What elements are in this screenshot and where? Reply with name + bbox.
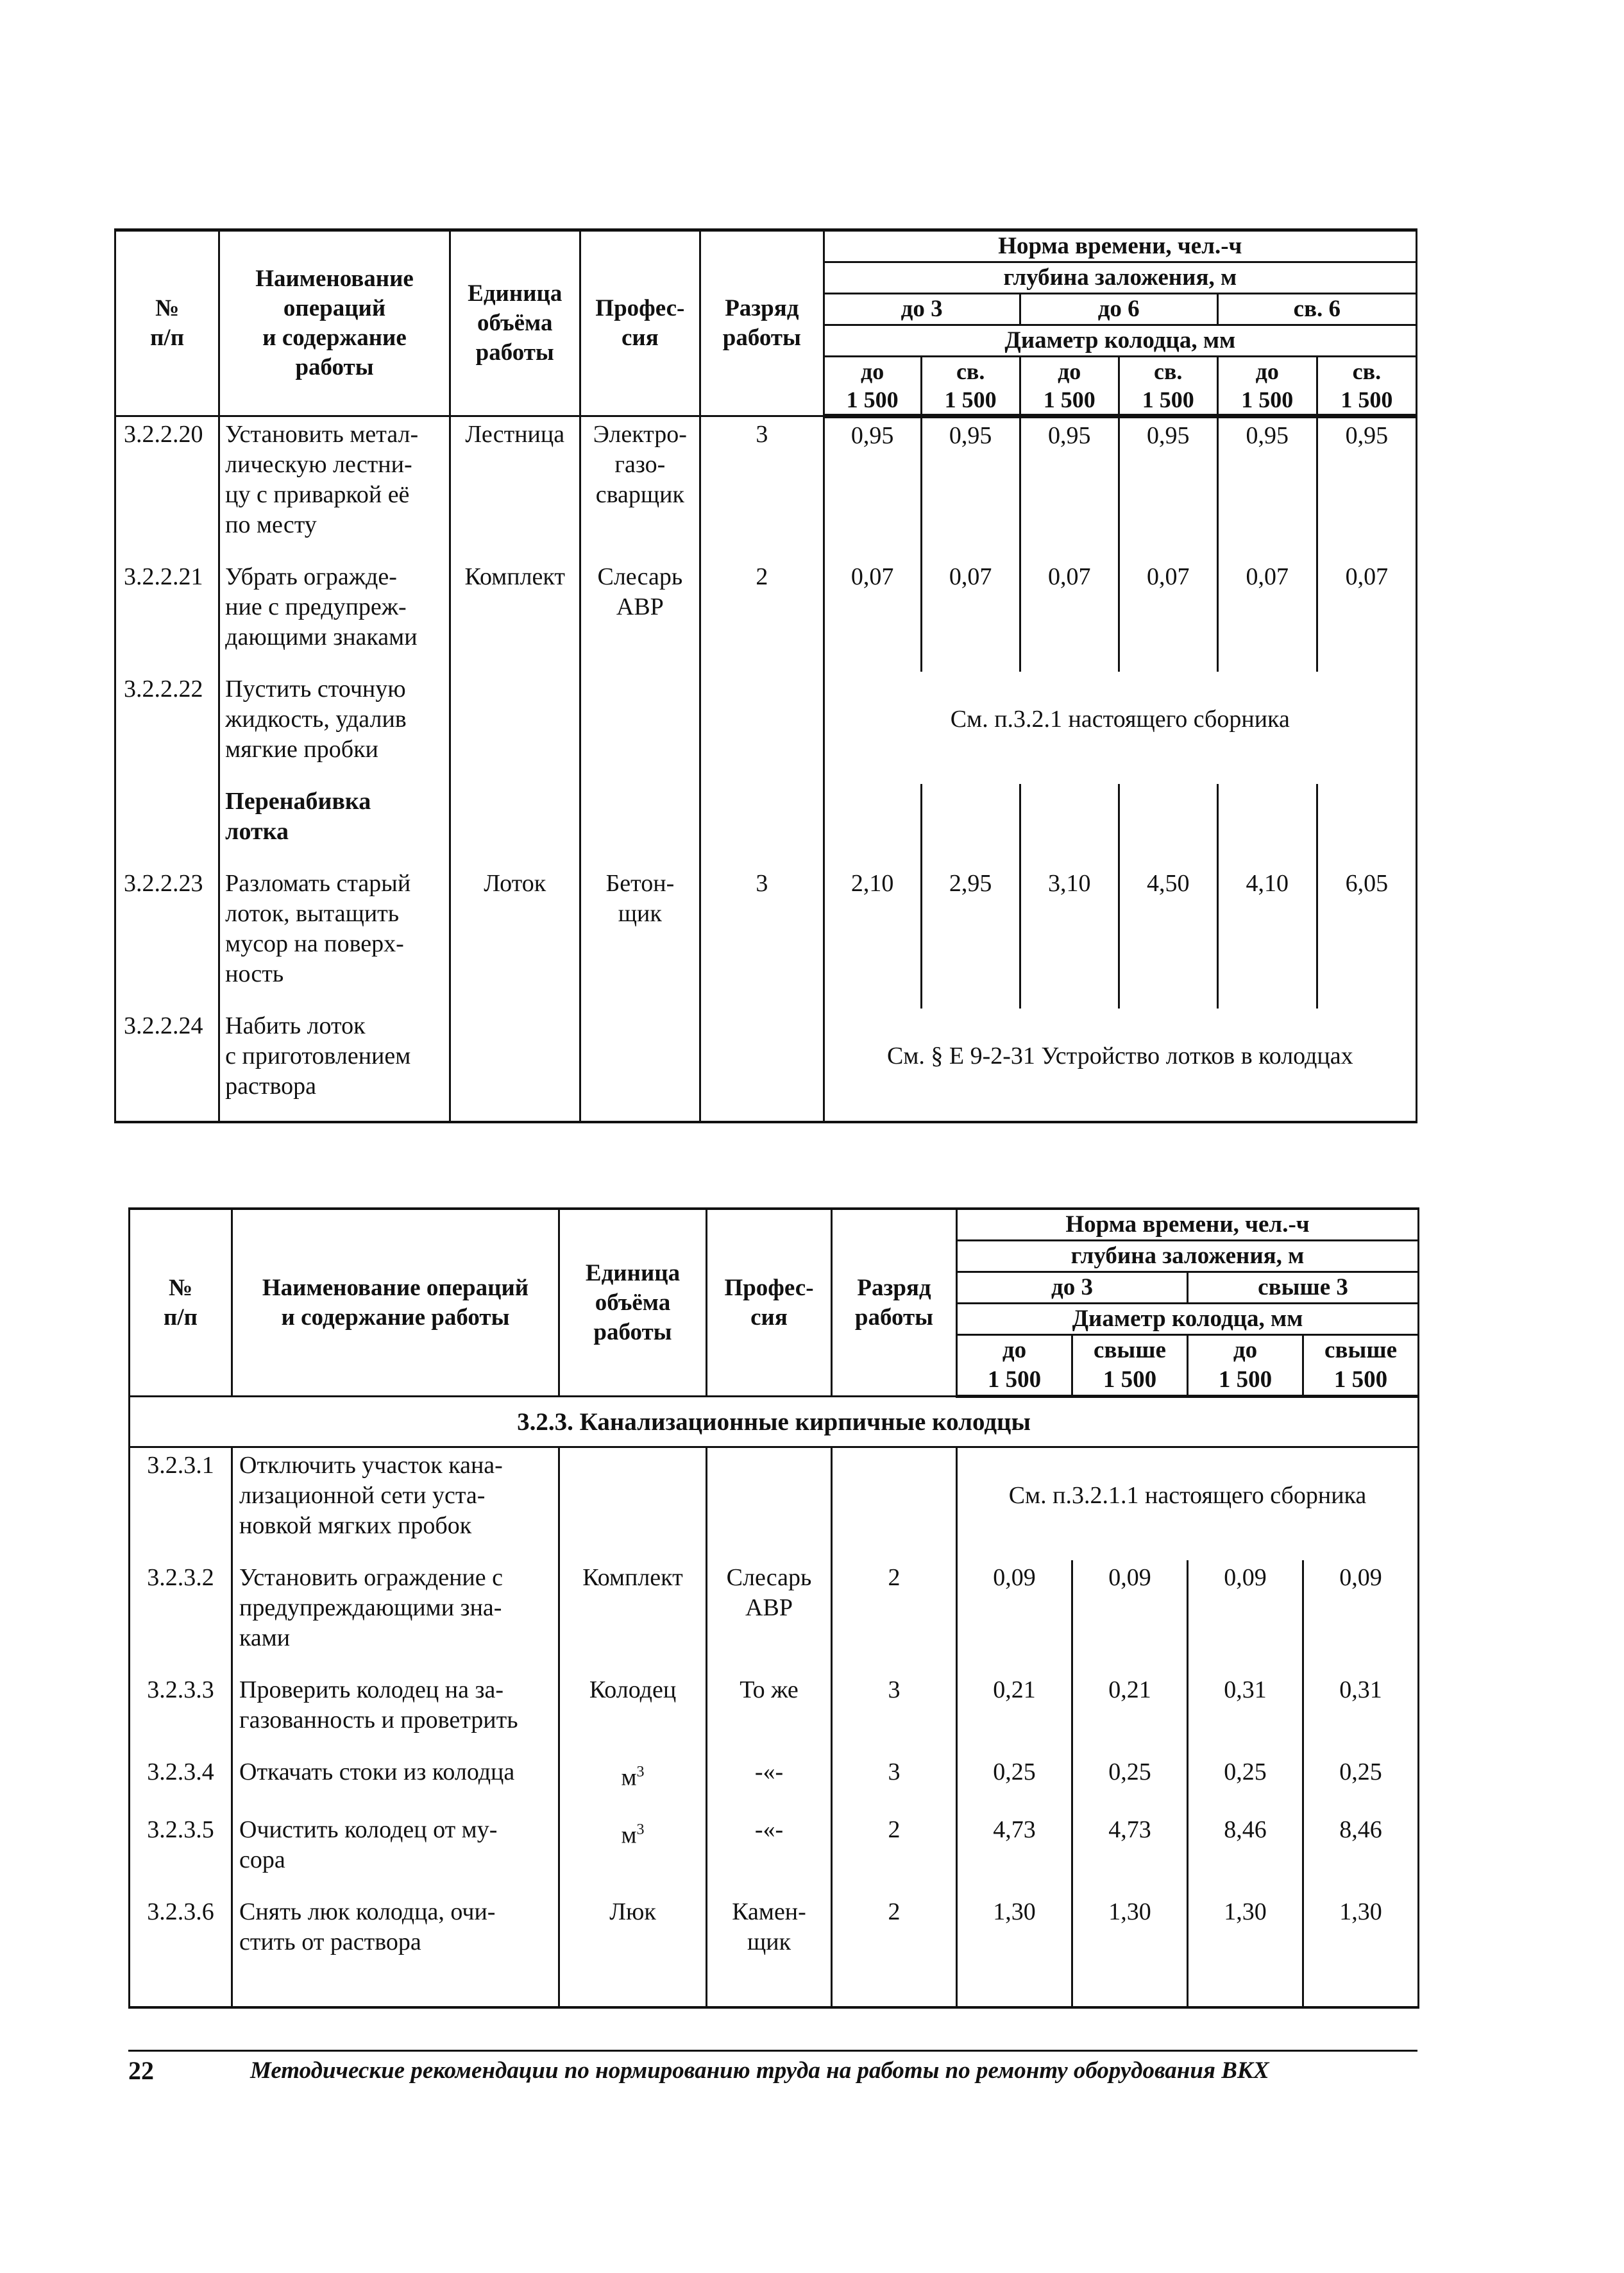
row-unit: $м^3$ bbox=[559, 1755, 707, 1812]
table-row bbox=[130, 1447, 1419, 1561]
row-value: 0,25 bbox=[1303, 1755, 1419, 1812]
col-header-depth: глубина заложения, м bbox=[957, 1241, 1419, 1272]
depth-group-3: св. 6 bbox=[1217, 294, 1416, 325]
row-reference: См. § Е 9-2-31 Устройство лотков в колодцах bbox=[824, 1009, 1416, 1122]
col-header-profession: Профес- сия bbox=[707, 1209, 832, 1397]
page-number: 22 bbox=[128, 2056, 154, 2085]
diam-col-6: св. 1 500 bbox=[1317, 357, 1416, 416]
table-row bbox=[130, 1812, 1419, 1894]
row-subheading: Перенабивка лотка bbox=[219, 784, 450, 866]
row-name: Проверить колодец на за- газованность и проветрить bbox=[232, 1673, 559, 1755]
row-grade: 3 bbox=[832, 1673, 957, 1755]
row-value: 0,95 bbox=[824, 416, 921, 560]
row-value: 0,25 bbox=[1188, 1755, 1303, 1812]
row-profession: -«- bbox=[707, 1812, 832, 1894]
depth-group-1: до 3 bbox=[824, 294, 1020, 325]
row-name: Разломать старый лоток, вытащить мусор на поверх- ность bbox=[219, 866, 450, 1009]
row-profession: Слесарь АВР bbox=[580, 559, 700, 672]
depth-group-2: свыше 3 bbox=[1188, 1272, 1419, 1304]
row-name: Откачать стоки из колодца bbox=[232, 1755, 559, 1812]
diam-col-4: св. 1 500 bbox=[1119, 357, 1217, 416]
row-value: 0,25 bbox=[957, 1755, 1072, 1812]
row-num: 3.2.3.5 bbox=[130, 1812, 232, 1894]
diam-col-5: до 1 500 bbox=[1217, 357, 1317, 416]
row-value: 0,07 bbox=[1020, 559, 1119, 672]
row-value: 0,07 bbox=[921, 559, 1020, 672]
row-value: 0,09 bbox=[1188, 1560, 1303, 1673]
row-value: 0,95 bbox=[921, 416, 1020, 560]
row-value: 0,95 bbox=[1119, 416, 1217, 560]
section-title: 3.2.3. Канализационные кирпичные колодцы bbox=[130, 1397, 1419, 1447]
row-name: Очистить колодец от му- сора bbox=[232, 1812, 559, 1894]
row-value: 8,46 bbox=[1303, 1812, 1419, 1894]
table-row bbox=[115, 1009, 1417, 1122]
row-value: 1,30 bbox=[1188, 1894, 1303, 2007]
row-num: 3.2.3.3 bbox=[130, 1673, 232, 1755]
col-header-grade: Разряд работы bbox=[700, 230, 824, 416]
table-row bbox=[115, 672, 1417, 784]
row-value: 8,46 bbox=[1188, 1812, 1303, 1894]
row-value: 4,73 bbox=[957, 1812, 1072, 1894]
row-value: 0,09 bbox=[1303, 1560, 1419, 1673]
table-row bbox=[115, 866, 1417, 1009]
col-header-profession: Профес- сия bbox=[580, 230, 700, 416]
col-header-num: № п/п bbox=[130, 1209, 232, 1397]
row-value: 0,25 bbox=[1072, 1755, 1188, 1812]
row-profession: Бетон- щик bbox=[580, 866, 700, 1009]
row-name: Отключить участок кана- лизационной сети уста- новкой мягких пробок bbox=[232, 1447, 559, 1561]
row-value: 0,95 bbox=[1020, 416, 1119, 560]
table-row bbox=[115, 416, 1417, 560]
row-profession: Камен- щик bbox=[707, 1894, 832, 2007]
row-grade: 3 bbox=[700, 416, 824, 560]
row-num: 3.2.2.24 bbox=[115, 1009, 219, 1122]
row-value: 4,10 bbox=[1217, 866, 1317, 1009]
table-row bbox=[115, 559, 1417, 672]
col-header-diameter: Диаметр колодца, мм bbox=[957, 1304, 1419, 1335]
row-value: 0,31 bbox=[1188, 1673, 1303, 1755]
row-profession: То же bbox=[707, 1673, 832, 1755]
row-unit: Люк bbox=[559, 1894, 707, 2007]
table-row bbox=[130, 1894, 1419, 2007]
row-value: 1,30 bbox=[1072, 1894, 1188, 2007]
diam-col-2: св. 1 500 bbox=[921, 357, 1020, 416]
row-value: 0,09 bbox=[1072, 1560, 1188, 1673]
row-value: 4,50 bbox=[1119, 866, 1217, 1009]
row-value: 0,31 bbox=[1303, 1673, 1419, 1755]
row-value: 0,07 bbox=[1119, 559, 1217, 672]
row-name: Убрать огражде- ние с предупреж- дающими знаками bbox=[219, 559, 450, 672]
row-value: 0,09 bbox=[957, 1560, 1072, 1673]
row-name: Установить ограждение с предупреждающими зна- ками bbox=[232, 1560, 559, 1673]
row-value: 1,30 bbox=[1303, 1894, 1419, 2007]
col-header-unit: Единица объёма работы bbox=[559, 1209, 707, 1397]
row-value: 0,95 bbox=[1317, 416, 1416, 560]
row-num: 3.2.2.23 bbox=[115, 866, 219, 1009]
row-num: 3.2.2.22 bbox=[115, 672, 219, 784]
row-value: 0,21 bbox=[957, 1673, 1072, 1755]
row-grade: 2 bbox=[832, 1812, 957, 1894]
row-unit: Лоток bbox=[450, 866, 580, 1009]
row-num: 3.2.2.21 bbox=[115, 559, 219, 672]
row-name: Пустить сточную жидкость, удалив мягкие пробки bbox=[219, 672, 450, 784]
row-grade: 3 bbox=[700, 866, 824, 1009]
row-value: 0,95 bbox=[1217, 416, 1317, 560]
diam-col-2: свыше 1 500 bbox=[1072, 1335, 1188, 1397]
row-num: 3.2.3.6 bbox=[130, 1894, 232, 2007]
row-value: 0,07 bbox=[1217, 559, 1317, 672]
col-header-num: № п/п bbox=[115, 230, 219, 416]
row-unit: Комплект bbox=[450, 559, 580, 672]
row-grade: 3 bbox=[832, 1755, 957, 1812]
depth-group-2: до 6 bbox=[1020, 294, 1217, 325]
row-name: Установить метал- лическую лестни- цу с приваркой её по месту bbox=[219, 416, 450, 560]
col-header-norm: Норма времени, чел.-ч bbox=[957, 1209, 1419, 1241]
row-name: Снять люк колодца, очи- стить от раствора bbox=[232, 1894, 559, 2007]
row-value: 4,73 bbox=[1072, 1812, 1188, 1894]
row-reference: См. п.3.2.1 настоящего сборника bbox=[824, 672, 1416, 784]
row-unit: Комплект bbox=[559, 1560, 707, 1673]
norms-table-manholes-1 bbox=[114, 228, 1417, 1123]
col-header-depth: глубина заложения, м bbox=[824, 262, 1416, 294]
col-header-name: Наименование операций и содержание работы bbox=[219, 230, 450, 416]
row-value: 0,07 bbox=[1317, 559, 1416, 672]
row-grade: 2 bbox=[700, 559, 824, 672]
row-profession: Электро- газо- сварщик bbox=[580, 416, 700, 560]
diam-col-3: до 1 500 bbox=[1020, 357, 1119, 416]
diam-col-1: до 1 500 bbox=[824, 357, 921, 416]
row-num: 3.2.3.1 bbox=[130, 1447, 232, 1561]
row-profession: -«- bbox=[707, 1755, 832, 1812]
footer-divider bbox=[128, 2050, 1417, 2052]
row-value: 6,05 bbox=[1317, 866, 1416, 1009]
row-profession: Слесарь АВР bbox=[707, 1560, 832, 1673]
col-header-norm: Норма времени, чел.-ч bbox=[824, 230, 1416, 262]
row-grade: 2 bbox=[832, 1560, 957, 1673]
table-row bbox=[115, 784, 1417, 866]
row-num: 3.2.2.20 bbox=[115, 416, 219, 560]
diam-col-1: до 1 500 bbox=[957, 1335, 1072, 1397]
table-row bbox=[130, 1673, 1419, 1755]
row-reference: См. п.3.2.1.1 настоящего сборника bbox=[957, 1447, 1419, 1561]
norms-table-brick-manholes bbox=[128, 1207, 1419, 2009]
row-value: 2,95 bbox=[921, 866, 1020, 1009]
row-value: 3,10 bbox=[1020, 866, 1119, 1009]
depth-group-1: до 3 bbox=[957, 1272, 1188, 1304]
row-grade: 2 bbox=[832, 1894, 957, 2007]
col-header-diameter: Диаметр колодца, мм bbox=[824, 325, 1416, 357]
row-unit: Лестница bbox=[450, 416, 580, 560]
col-header-unit: Единица объёма работы bbox=[450, 230, 580, 416]
diam-col-4: свыше 1 500 bbox=[1303, 1335, 1419, 1397]
row-value: 0,21 bbox=[1072, 1673, 1188, 1755]
col-header-name: Наименование операций и содержание работы bbox=[232, 1209, 559, 1397]
diam-col-3: до 1 500 bbox=[1188, 1335, 1303, 1397]
table-row bbox=[130, 1560, 1419, 1673]
row-unit: Колодец bbox=[559, 1673, 707, 1755]
row-unit: $м^3$ bbox=[559, 1812, 707, 1894]
table-row bbox=[130, 1755, 1419, 1812]
row-num: 3.2.3.2 bbox=[130, 1560, 232, 1673]
running-footer: Методические рекомендации по нормированию труда на работы по ремонту оборудования ВКХ bbox=[250, 2057, 1269, 2084]
row-value: 1,30 bbox=[957, 1894, 1072, 2007]
col-header-grade: Разряд работы bbox=[832, 1209, 957, 1397]
row-name: Набить лоток с приготовлением раствора bbox=[219, 1009, 450, 1122]
row-value: 0,07 bbox=[824, 559, 921, 672]
row-num: 3.2.3.4 bbox=[130, 1755, 232, 1812]
row-value: 2,10 bbox=[824, 866, 921, 1009]
